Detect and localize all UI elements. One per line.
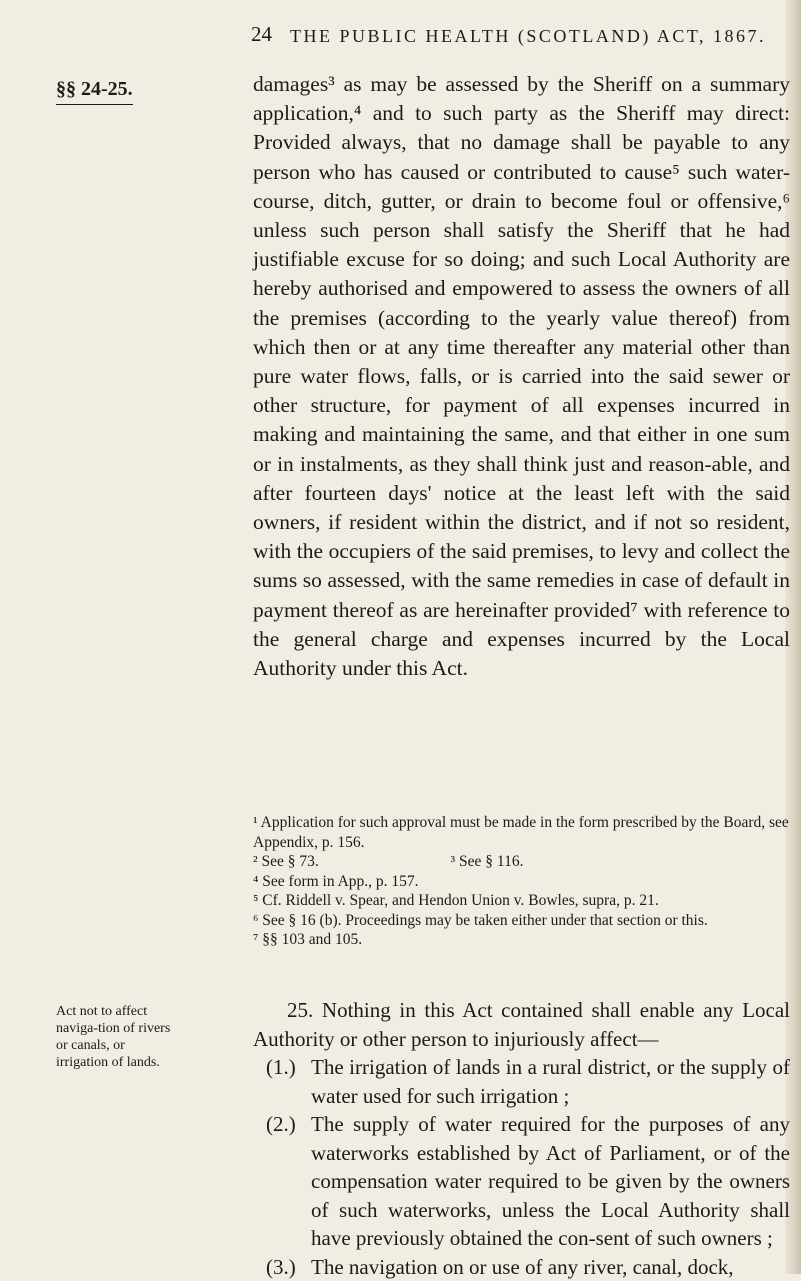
footnote: ¹ Application for such approval must be made in the form prescribed by the Board, see Appendix, p. 156.: [253, 813, 790, 852]
section-reference: §§ 24-25.: [56, 76, 133, 105]
item-number: (1.): [266, 1053, 311, 1082]
page-number: 24: [251, 22, 272, 47]
list-item: [253, 1053, 790, 1110]
item-text: The irrigation of lands in a rural district, or the supply of water used for such irrigation ;: [311, 1055, 790, 1108]
margin-sidenote: Act not to affect naviga-tion of rivers or canals, or irrigation of lands.: [56, 1003, 176, 1071]
footnotes: [253, 813, 790, 950]
running-title: THE PUBLIC HEALTH (SCOTLAND) ACT, 1867.: [290, 26, 766, 47]
list-item: [253, 1253, 790, 1281]
footnote: ⁴ See form in App., p. 157.: [253, 872, 790, 892]
section-25-list: [253, 1053, 790, 1281]
item-number: (3.): [266, 1253, 311, 1281]
section-25-intro: 25. Nothing in this Act contained shall enable any Local Authority or other person to injuriously affect—: [253, 996, 790, 1053]
footnote: ⁷ §§ 103 and 105.: [253, 930, 790, 950]
section-24-text: damages³ as may be assessed by the Sheriff on a summary application,⁴ and to such party as the Sheriff may direct: Provided always, that no damage shall be payable to any person who has caused or contributed to cause⁵ such water-course, ditch, gutter, or drain to become foul or offensive,⁶ unless such person shall satisfy the Sheriff that he had justifiable excuse for so doing; and such Local Authority are hereby authorised and empowered to assess the owners of all the premises (according to the yearly value thereof) from which then or at any time thereafter any material other than pure water flows, falls, or is carried into the said sewer or other structure, for payment of all expenses incurred in making and maintaining the same, and that either in one sum or in instalments, as they shall think just and reason-able, and after fourteen days' notice at the least left with the said owners, if resident within the district, and if not so resident, with the occupiers of the said premises, to levy and collect the sums so assessed, with the same remedies in case of default in payment thereof as are hereinafter provided⁷ with reference to the general charge and expenses incurred by the Local Authority under this Act.: [253, 70, 790, 683]
item-number: (2.): [266, 1110, 311, 1139]
footnote: ⁵ Cf. Riddell v. Spear, and Hendon Union v. Bowles, supra, p. 21.: [253, 891, 790, 911]
item-text: The supply of water required for the purposes of any waterworks established by Act of Parliament, or of the compensation water required to be given by the owners of such waterworks, unless the Local Authority shall have previously obtained the con-sent of such owners ;: [311, 1112, 790, 1250]
list-item: [253, 1110, 790, 1253]
item-text: The navigation on or use of any river, canal, dock,: [311, 1255, 734, 1279]
footnote: ² See § 73. ³ See § 116.: [253, 852, 790, 872]
footnote: ⁶ See § 16 (b). Proceedings may be taken either under that section or this.: [253, 911, 790, 931]
